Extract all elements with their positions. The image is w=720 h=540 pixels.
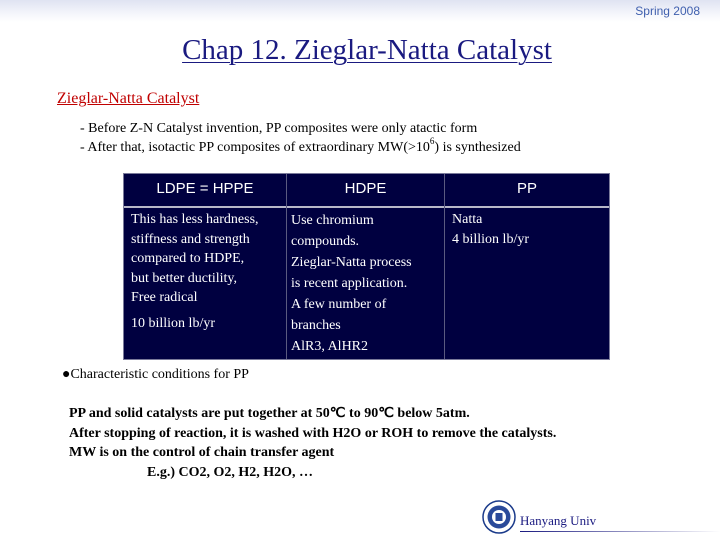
table-header-pp: PP [445,174,609,207]
intro-line: - After that, isotactic PP composites of extraordinary $MW(>10^6)$ is synthesized [80,136,521,155]
section-body [69,404,556,482]
body-line: MW is on the control of chain transfer agent [69,445,335,460]
section-heading: ●Characteristic conditions for PP [62,367,249,382]
table-header-ldpe: LDPE = HPPE [124,174,286,207]
table-header-hdpe: HDPE [287,174,444,207]
footer-divider [520,531,720,532]
header-bar [0,0,720,22]
bullet-icon: ● [62,367,71,382]
table-cell-hdpe: Use chromium compounds. Zieglar-Natta process is recent application. A few number of branches AlR3, AlHR2 [291,213,412,354]
body-line: After stopping of reaction, it is washed with H2O or ROH to remove the catalysts. [69,425,557,441]
university-name: Hanyang Univ [520,513,597,528]
example-line: E.g.) CO2, O2, H2, H2O, … [147,464,314,480]
intro-line: - Before Z-N Catalyst invention, PP composites were only atactic form [80,121,478,136]
intro-list [80,119,521,157]
table-column-divider [286,174,287,359]
table-column-divider [444,174,445,359]
table-header-divider [124,206,609,208]
semester-label: Spring 2008 [635,4,700,18]
polymer-comparison-table [123,173,610,360]
body-line: PP and solid catalysts are put together at 50℃ to 90℃ below 5atm. [69,406,470,421]
slide-subtitle: Zieglar-Natta Catalyst [57,90,200,107]
exponent: 6 [429,136,435,147]
table-cell-pp: Natta 4 billion lb/yr [452,212,529,247]
slide-title: Chap 12. Zieglar-Natta Catalyst [182,34,552,66]
university-seal-icon [482,500,516,534]
table-cell-ldpe: This has less hardness, stiffness and strength compared to HDPE, but better ductility, Free radical 10 billion lb/yr [131,212,259,331]
